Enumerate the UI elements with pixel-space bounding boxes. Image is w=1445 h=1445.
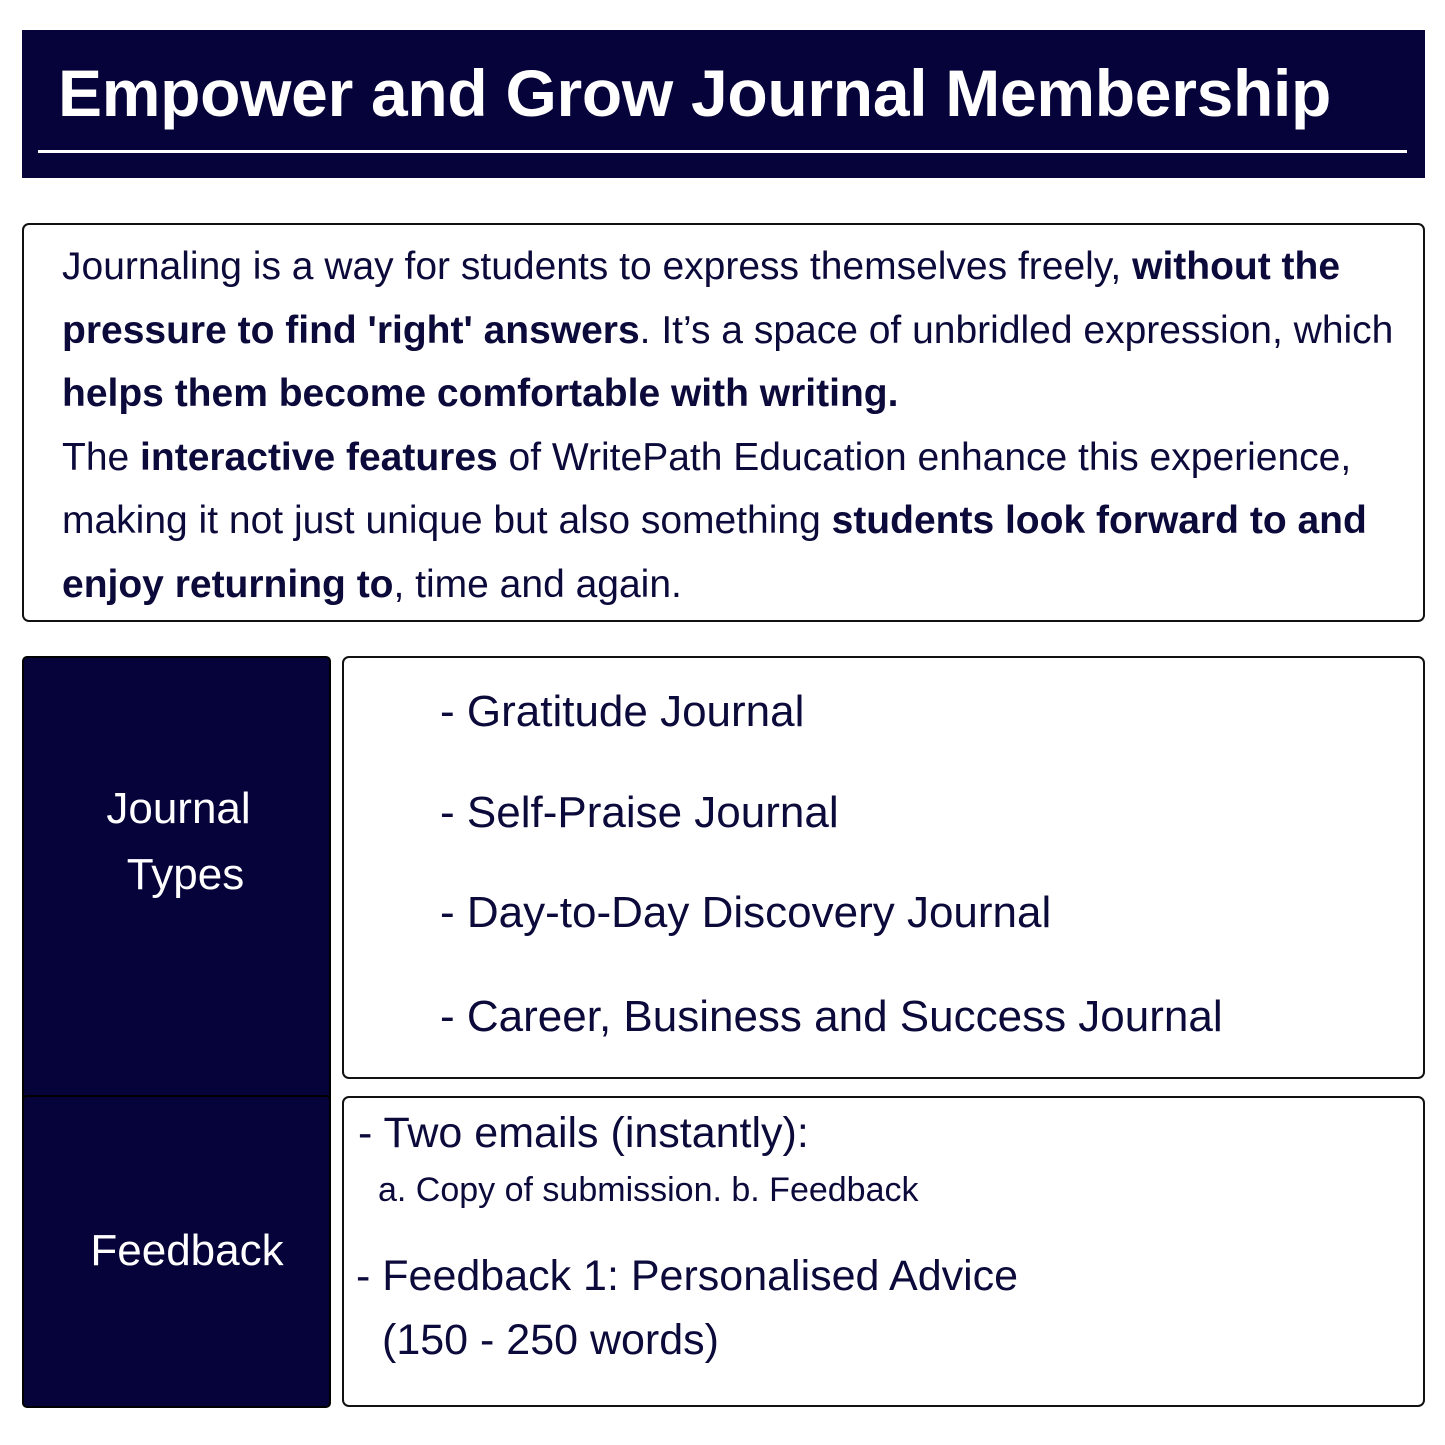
- page-title: Empower and Grow Journal Membership: [58, 56, 1332, 130]
- intro-segment: . It’s a space of unbridled expression, which: [639, 308, 1394, 352]
- intro-segment: , time and again.: [393, 562, 682, 606]
- intro-paragraph: [62, 235, 1402, 616]
- feedback-details: [342, 1096, 1425, 1407]
- journal-types-list: [342, 656, 1425, 1079]
- intro-segment-bold: helps them become comfortable with writing.: [62, 372, 899, 415]
- feedback-emails-line: - Two emails (instantly):: [358, 1109, 809, 1157]
- feedback-advice-line: - Feedback 1: Personalised Advice: [356, 1252, 1019, 1300]
- intro-segment-bold: interactive features: [140, 435, 498, 479]
- journal-types-label: [24, 776, 333, 908]
- intro-box: [22, 223, 1425, 622]
- intro-segment-bold: students look forward to and enjoy returning to: [62, 499, 1367, 606]
- intro-segment: The: [62, 435, 141, 479]
- journal-types-label-box: [22, 656, 331, 1111]
- intro-segment-bold: without the pressure to find 'right' answers: [62, 245, 1341, 352]
- journal-types-label-line1: Journal: [106, 784, 251, 833]
- journal-type-item: - Day-to-Day Discovery Journal: [440, 888, 1052, 937]
- journal-types-label-line2: Types: [126, 850, 245, 899]
- intro-segment: of WritePath Education enhance this experience, making it not just unique but also something: [62, 435, 1352, 542]
- feedback-label-box: [22, 1095, 331, 1408]
- intro-segment: Journaling is a way for students to express themselves freely,: [62, 245, 1133, 288]
- feedback-emails-detail: a. Copy of submission. b. Feedback: [378, 1171, 919, 1209]
- journal-type-item: - Career, Business and Success Journal: [440, 992, 1223, 1041]
- feedback-advice-length: (150 - 250 words): [382, 1316, 719, 1364]
- journal-type-item: - Self-Praise Journal: [440, 788, 839, 837]
- journal-type-item: - Gratitude Journal: [440, 687, 805, 736]
- title-banner: [22, 30, 1425, 178]
- feedback-label: Feedback: [90, 1226, 284, 1275]
- title-underline: [38, 150, 1407, 153]
